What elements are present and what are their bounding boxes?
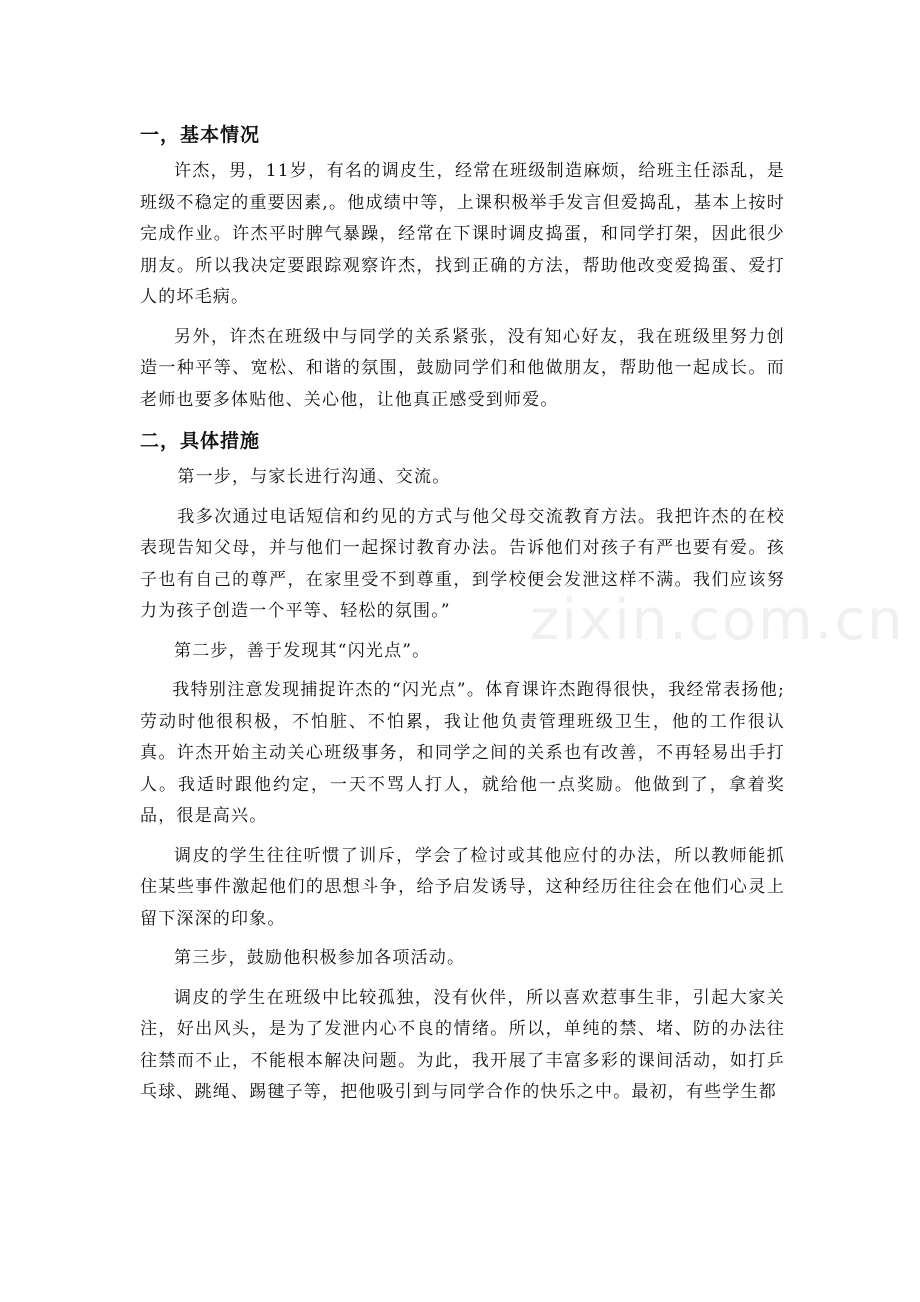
section-heading-basic-info: 一，基本情况 — [140, 124, 261, 146]
document-page — [140, 118, 785, 1117]
section-heading-measures: 二，具体措施 — [140, 430, 261, 452]
watermark: zixin.com.cn — [530, 588, 905, 653]
paragraph-basic-info-2: 另外，许杰在班级中与同学的关系紧张，没有知心好友，我在班级里努力创造一种平等、宽松、和谐的氛围，鼓励同学们和他做朋友，帮助他一起成长。而老师也要多体贴他、关心他，让他真正感受到师爱。 — [140, 326, 785, 410]
step2-title: 第二步，善于发现其“闪光点”。 — [174, 640, 431, 661]
step3-body: 调皮的学生在班级中比较孤独，没有伙伴，所以喜欢惹事生非，引起大家关注，好出风头，是为了发泄内心不良的情绪。所以，单纯的禁、堵、防的办法往往禁而不止，不能根本解决问题。为此，我开展了丰富多彩的课间活动，如打乒乓球、跳绳、踢毽子等，把他吸引到与同学合作的快乐之中。最初，有些学生都 — [140, 987, 785, 1102]
step1-body: 我多次通过电话短信和约见的方式与他父母交流教育方法。我把许杰的在校表现告知父母，并与他们一起探讨教育办法。告诉他们对孩子有严也要有爱。孩子也有自己的尊严，在家里受不到尊重，到学校便会发泄这样不满。我们应该努力为孩子创造一个平等、轻松的氛围。” — [140, 506, 785, 621]
step2-note: 调皮的学生往往听惯了训斥，学会了检讨或其他应付的办法，所以教师能抓住某些事件激起他们的思想斗争，给予启发诱导，这种经历往往会在他们心灵上留下深深的印象。 — [140, 845, 785, 929]
step2-body: 我特别注意发现捕捉许杰的“闪光点”。体育课许杰跑得很快，我经常表扬他;劳动时他很积极，不怕脏、不怕累，我让他负责管理班级卫生，他的工作很认真。许杰开始主动关心班级事务，和同学之间的关系也有改善，不再轻易出手打人。我适时跟他约定，一天不骂人打人，就给他一点奖励。他做到了，拿着奖品，很是高兴。 — [140, 680, 785, 826]
step1-title: 第一步，与家长进行沟通、交流。 — [177, 467, 451, 487]
step3-title: 第三步，鼓励他积极参加各项活动。 — [174, 948, 466, 968]
paragraph-basic-info-1: 许杰，男，11岁，有名的调皮生，经常在班级制造麻烦，给班主任添乱，是班级不稳定的重要因素,。他成绩中等，上课积极举手发言但爱捣乱，基本上按时完成作业。许杰平时脾气暴躁，经常在下课时调皮捣蛋，和同学打架，因此很少朋友。所以我决定要跟踪观察许杰，找到正确的方法，帮助他改变爱捣蛋、爱打人的坏毛病。 — [140, 161, 785, 307]
